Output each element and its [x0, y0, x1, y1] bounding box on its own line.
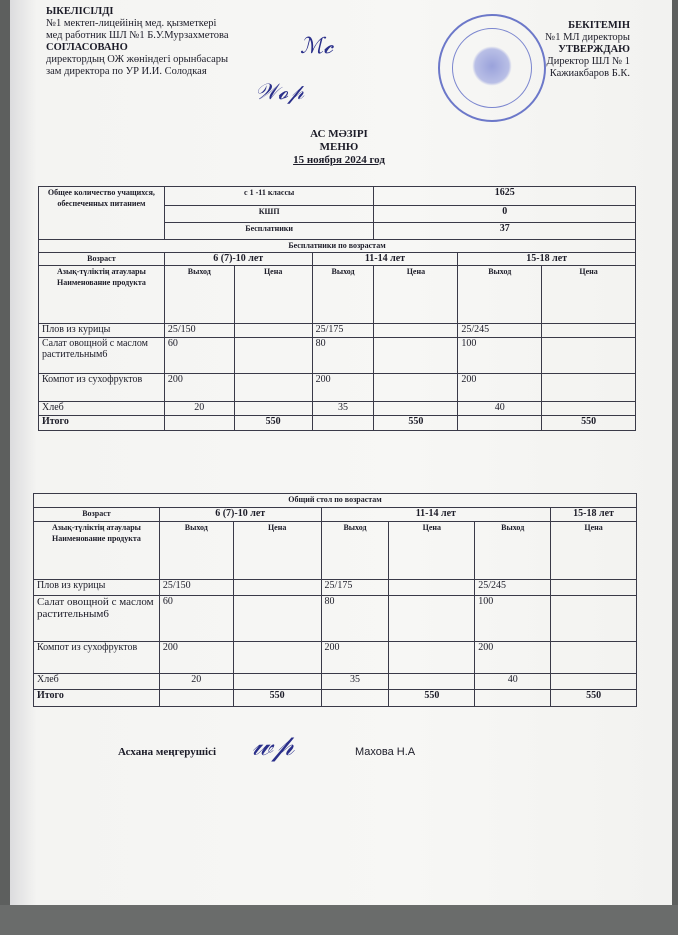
- age-group-header: 11-14 лет: [312, 253, 458, 266]
- summary-row-name: Бесплатники: [164, 223, 374, 240]
- output-header: Выход: [458, 266, 542, 324]
- output-value: 80: [321, 596, 389, 642]
- total-value: 550: [542, 416, 636, 431]
- output-header: Выход: [475, 522, 551, 580]
- table-row: [39, 402, 636, 416]
- table-row: [34, 596, 637, 642]
- approval-right-block: [545, 20, 630, 80]
- product-name: Плов из курицы: [39, 324, 165, 338]
- total-label: Итого: [39, 416, 165, 431]
- agreed-kz-label: ЫКЕЛІСІЛДІ: [46, 6, 114, 17]
- output-value: 35: [321, 674, 389, 690]
- canteen-head-name: Махова Н.А: [355, 746, 416, 758]
- product-name-header: Азық-түліктің атаулары Наименование продукта: [39, 266, 165, 324]
- summary-row-value: 1625: [374, 187, 636, 206]
- output-value: 100: [458, 338, 542, 374]
- output-value: 40: [475, 674, 551, 690]
- age-group-header: 11-14 лет: [321, 508, 551, 522]
- school-nurse-ru: мед работник ШЛ №1 Б.У.Мурзахметова: [46, 30, 229, 41]
- output-value: 200: [475, 642, 551, 674]
- output-value: 60: [164, 338, 234, 374]
- output-value: 25/175: [312, 324, 374, 338]
- canteen-head-signature: 𝓌𝓅: [252, 728, 295, 763]
- free-meals-table: [38, 186, 636, 431]
- table-row: [39, 338, 636, 374]
- output-value: 25/150: [159, 580, 233, 596]
- output-value: 35: [312, 402, 374, 416]
- official-seal: [438, 14, 546, 122]
- table-row: [34, 674, 637, 690]
- total-label: Итого: [34, 690, 160, 707]
- total-value: 550: [233, 690, 321, 707]
- output-value: 200: [458, 374, 542, 402]
- deputy-signature: 𝒲𝓸𝓅: [255, 80, 304, 105]
- price-header: Цена: [374, 266, 458, 324]
- product-name: Хлеб: [34, 674, 160, 690]
- director-name: Кажиакбаров Б.К.: [549, 68, 630, 79]
- output-header: Выход: [164, 266, 234, 324]
- output-value: 20: [159, 674, 233, 690]
- output-value: 20: [164, 402, 234, 416]
- output-value: 25/245: [475, 580, 551, 596]
- age-group-header: 6 (7)-10 лет: [159, 508, 321, 522]
- price-header: Цена: [233, 522, 321, 580]
- summary-row-name: КШП: [164, 206, 374, 223]
- table-row: [34, 642, 637, 674]
- output-value: 200: [164, 374, 234, 402]
- table-row: [34, 580, 637, 596]
- output-header: Выход: [312, 266, 374, 324]
- agreed-ru-label: СОГЛАСОВАНО: [46, 42, 128, 53]
- output-value: 200: [321, 642, 389, 674]
- summary-row-value: 0: [374, 206, 636, 223]
- product-name: Компот из сухофруктов: [34, 642, 160, 674]
- output-value: 25/150: [164, 324, 234, 338]
- product-name: Плов из курицы: [34, 580, 160, 596]
- menu-title: [0, 128, 678, 167]
- output-value: 200: [312, 374, 374, 402]
- age-label: Возраст: [39, 253, 165, 266]
- director-kz: №1 МЛ директоры: [545, 32, 630, 43]
- age-group-header: 15-18 лет: [551, 508, 637, 522]
- output-value: 40: [458, 402, 542, 416]
- background-surface: [0, 905, 678, 935]
- table-row: [39, 374, 636, 402]
- product-name: Салат овощной с маслом растительным6: [34, 596, 160, 642]
- age-group-header: 15-18 лет: [458, 253, 636, 266]
- deputy-director-ru: зам директора по УР И.И. Солодкая: [46, 66, 207, 77]
- total-value: 550: [551, 690, 637, 707]
- total-value: 550: [234, 416, 312, 431]
- output-value: 25/245: [458, 324, 542, 338]
- product-name: Компот из сухофруктов: [39, 374, 165, 402]
- table-caption: Общий стол по возрастам: [34, 494, 637, 508]
- table-row: [39, 324, 636, 338]
- total-value: 550: [374, 416, 458, 431]
- menu-title-kz: АС МӘЗІРІ: [310, 128, 368, 140]
- nurse-signature: ℳ𝓬: [300, 34, 334, 59]
- deputy-director-kz: директордың ОЖ жөніндегі орынбасары: [46, 54, 229, 65]
- output-header: Выход: [159, 522, 233, 580]
- table-caption: Бесплатники по возрастам: [39, 240, 636, 253]
- product-name-header: Азық-түліктің атаулары Наименование продукта: [34, 522, 160, 580]
- price-header: Цена: [389, 522, 475, 580]
- age-label: Возраст: [34, 508, 160, 522]
- price-header: Цена: [551, 522, 637, 580]
- total-row: [39, 416, 636, 431]
- output-value: 80: [312, 338, 374, 374]
- output-header: Выход: [321, 522, 389, 580]
- menu-title-ru: МЕНЮ: [319, 141, 359, 153]
- product-name: Хлеб: [39, 402, 165, 416]
- output-value: 60: [159, 596, 233, 642]
- output-value: 100: [475, 596, 551, 642]
- summary-row-name: с 1 -11 классы: [164, 187, 374, 206]
- price-header: Цена: [542, 266, 636, 324]
- approval-left-block: [46, 6, 229, 78]
- approve-ru-label: УТВЕРЖДАЮ: [558, 44, 630, 55]
- price-header: Цена: [234, 266, 312, 324]
- product-name: Салат овощной с маслом растительным6: [39, 338, 165, 374]
- students-count-label: Общее количество учащихся, обеспеченных питанием: [39, 187, 165, 240]
- school-nurse-kz: №1 мектеп-лицейінің мед. қызметкері: [46, 18, 217, 29]
- general-table: [33, 493, 637, 707]
- menu-date: 15 ноября 2024 год: [293, 154, 385, 166]
- total-value: 550: [389, 690, 475, 707]
- canteen-head-label: Асхана меңгерушісі: [118, 746, 217, 758]
- output-value: 200: [159, 642, 233, 674]
- output-value: 25/175: [321, 580, 389, 596]
- total-row: [34, 690, 637, 707]
- director-ru: Директор ШЛ № 1: [546, 56, 630, 67]
- approve-kz-label: БЕКІТЕМІН: [568, 20, 630, 31]
- age-group-header: 6 (7)-10 лет: [164, 253, 312, 266]
- summary-row-value: 37: [374, 223, 636, 240]
